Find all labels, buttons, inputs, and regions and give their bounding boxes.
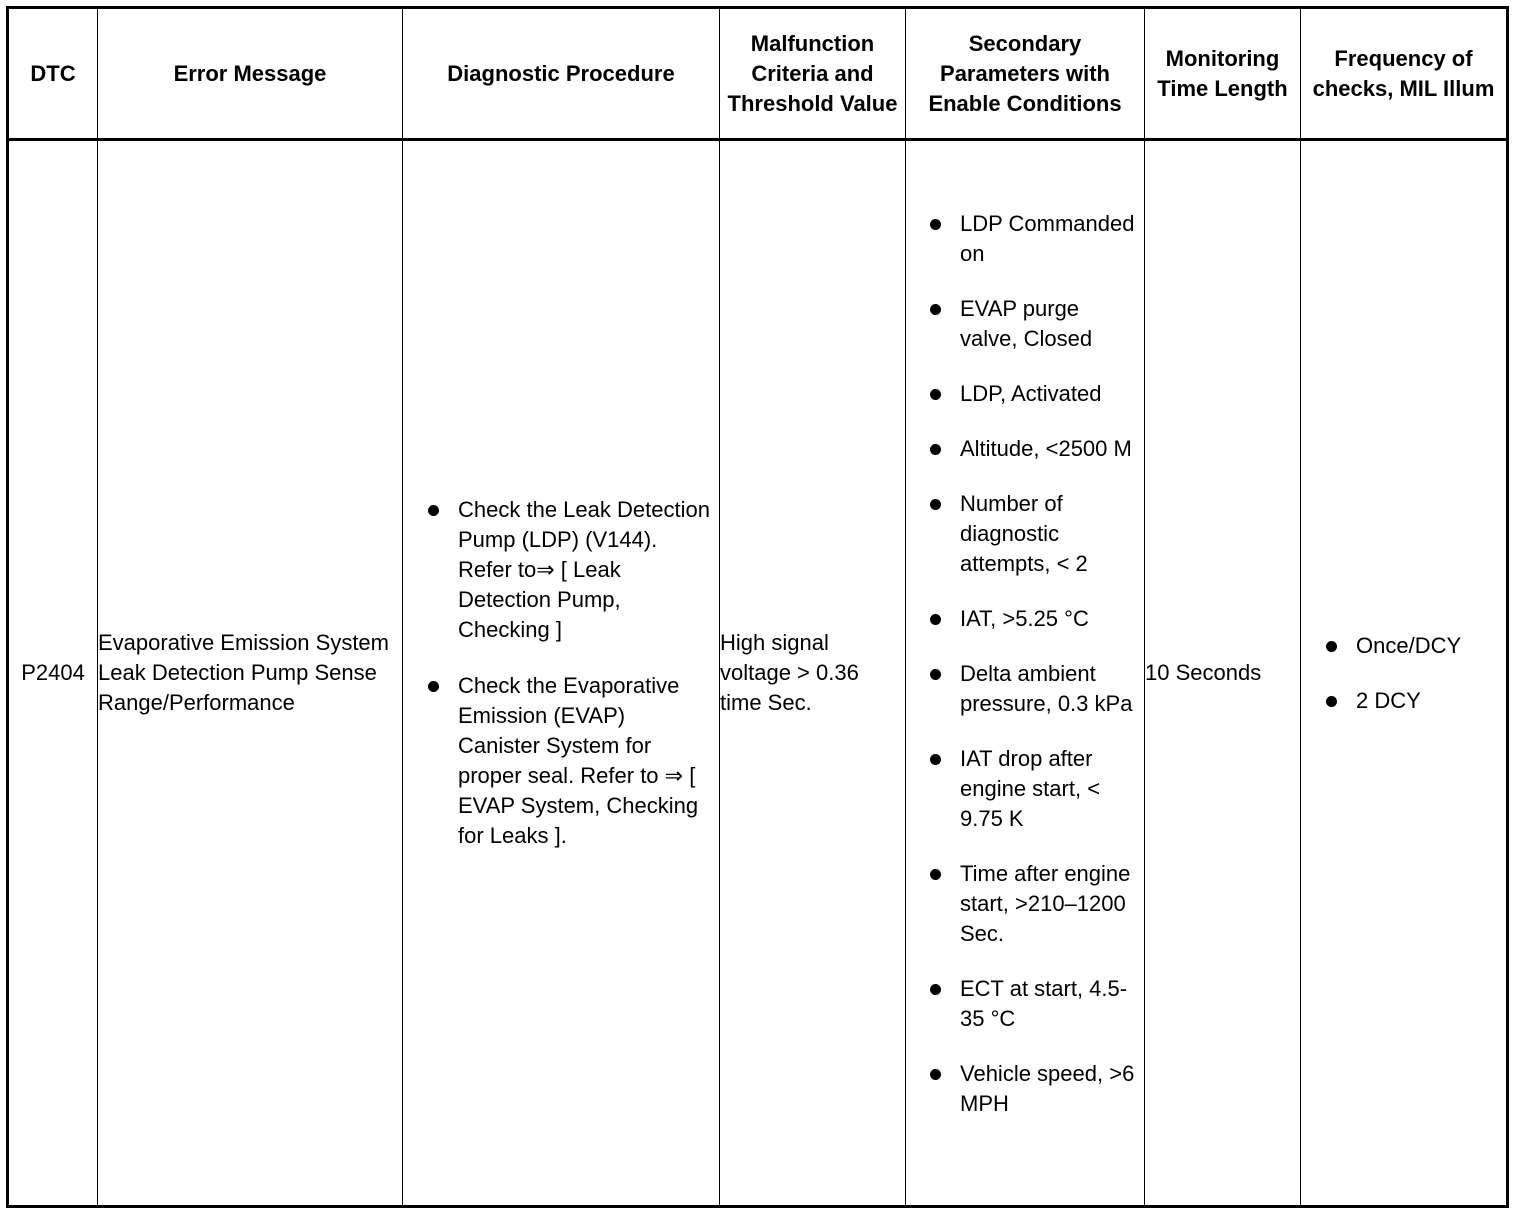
parameter-item-text: LDP Commanded on (960, 211, 1135, 266)
dtc-table (6, 6, 1509, 1208)
cell-malfunction-criteria: High signal voltage > 0.36 time Sec. (720, 140, 906, 1207)
bullet-icon (930, 614, 941, 625)
cell-diagnostic-procedure (403, 140, 720, 1207)
frequency-list (1301, 631, 1506, 716)
bullet-icon (930, 444, 941, 455)
header-secondary-parameters: Secondary Parameters with Enable Conditions (906, 8, 1145, 140)
header-monitoring-time: Monitoring Time Length (1145, 8, 1301, 140)
secondary-parameters-list (906, 202, 1144, 1119)
bullet-icon (930, 499, 941, 510)
diagnostic-procedure-list (403, 495, 719, 851)
bullet-icon (930, 219, 941, 230)
cell-frequency (1301, 140, 1508, 1207)
bullet-icon (930, 984, 941, 995)
bullet-icon (930, 669, 941, 680)
header-error-message: Error Message (98, 8, 403, 140)
parameter-item (960, 1059, 1140, 1119)
parameter-item (960, 379, 1140, 409)
bullet-icon (930, 869, 941, 880)
parameter-item-text: EVAP purge valve, Closed (960, 296, 1093, 351)
procedure-item (458, 671, 713, 851)
bullet-icon (1326, 641, 1337, 652)
cell-monitoring-time: 10 Seconds (1145, 140, 1301, 1207)
parameter-item-text: ECT at start, 4.5-35 °C (960, 976, 1128, 1031)
parameter-item-text: Altitude, <2500 M (960, 436, 1132, 461)
cell-secondary-parameters (906, 140, 1145, 1207)
procedure-item-text: Check the Leak Detection Pump (LDP) (V144). Refer to⇒ [ Leak Detection Pump, Checking ] (458, 497, 710, 642)
parameter-item (960, 974, 1140, 1034)
parameter-item (960, 859, 1140, 949)
parameter-item-text: IAT, >5.25 °C (960, 606, 1089, 631)
bullet-icon (428, 681, 439, 692)
table-row (8, 140, 1508, 1207)
parameter-item-text: Delta ambient pressure, 0.3 kPa (960, 661, 1133, 716)
parameter-item-text: LDP, Activated (960, 381, 1102, 406)
bullet-icon (930, 304, 941, 315)
bullet-icon (930, 389, 941, 400)
cell-dtc: P2404 (8, 140, 98, 1207)
procedure-item (458, 495, 713, 645)
header-row (8, 8, 1508, 140)
header-frequency: Frequency of checks, MIL Illum (1301, 8, 1508, 140)
parameter-item (960, 489, 1140, 579)
procedure-item-text: Check the Evaporative Emission (EVAP) Canister System for proper seal. Refer to ⇒ [ EVAP System, Checking for Leaks ]. (458, 673, 699, 848)
parameter-item-text: Time after engine start, >210–1200 Sec. (960, 861, 1131, 946)
frequency-item (1356, 631, 1506, 661)
parameter-item-text: IAT drop after engine start, < 9.75 K (960, 746, 1101, 831)
bullet-icon (428, 505, 439, 516)
parameter-item-text: Vehicle speed, >6 MPH (960, 1061, 1135, 1116)
bullet-icon (930, 754, 941, 765)
header-dtc: DTC (8, 8, 98, 140)
parameter-item-text: Number of diagnostic attempts, < 2 (960, 491, 1088, 576)
parameter-item (960, 744, 1140, 834)
frequency-item-text: Once/DCY (1356, 632, 1462, 658)
parameter-item (960, 659, 1140, 719)
header-diagnostic-procedure: Diagnostic Procedure (403, 8, 720, 140)
parameter-item (960, 209, 1140, 269)
bullet-icon (1326, 696, 1337, 707)
frequency-item-text: 2 DCY (1356, 687, 1421, 713)
parameter-item (960, 434, 1140, 464)
parameter-item (960, 294, 1140, 354)
header-malfunction-criteria: Malfunction Criteria and Threshold Value (720, 8, 906, 140)
frequency-item (1356, 686, 1506, 716)
cell-error-message: Evaporative Emission System Leak Detection Pump Sense Range/Performance (98, 140, 403, 1207)
parameter-item (960, 604, 1140, 634)
bullet-icon (930, 1069, 941, 1080)
